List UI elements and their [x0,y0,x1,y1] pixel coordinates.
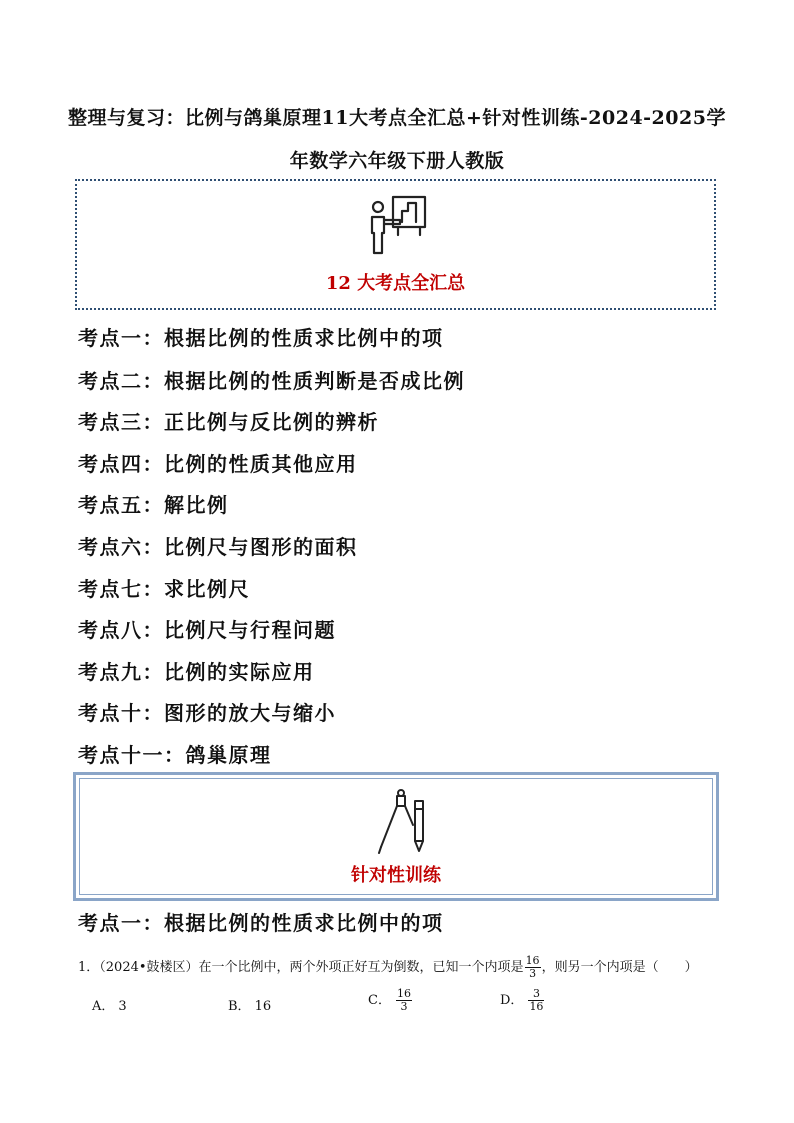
fraction-denominator: 16 [529,1000,544,1013]
document-title-line1: 整理与复习：比例与鸽巢原理11大考点全汇总+针对性训练-2024-2025学 [68,107,726,129]
training-box [73,772,719,901]
kaodian-item: 考点九：比例的实际应用 [78,660,315,684]
kaodian-item: 考点八：比例尺与行程问题 [78,618,336,642]
option-c-label: C． [368,993,391,1008]
question-number: 1． [78,960,100,975]
option-b[interactable] [228,995,271,1014]
kaodian-item: 考点十一：鸽巢原理 [78,743,272,767]
option-b-label: B． [228,999,251,1014]
question-1 [78,955,738,980]
option-b-value: 16 [254,999,272,1014]
fraction-denominator: 3 [400,1000,408,1013]
teacher-presentation-icon [368,193,430,255]
question-fraction [525,955,541,980]
option-d[interactable] [500,988,545,1013]
option-a-value: 3 [118,999,127,1014]
question-text-end: ，则另一个内项是（ ） [541,960,698,975]
summary-box-label: 12 大考点全汇总 [325,273,466,294]
question-text: 在一个比例中，两个外项正好互为倒数，已知一个内项是 [198,960,524,975]
option-d-fraction [528,988,544,1013]
kaodian-item: 考点二：根据比例的性质判断是否成比例 [78,369,465,393]
kaodian-item: 考点四：比例的性质其他应用 [78,452,358,476]
option-c-fraction [396,988,412,1013]
section-heading: 考点一：根据比例的性质求比例中的项 [78,911,444,935]
fraction-denominator: 3 [529,967,537,980]
fraction-numerator: 16 [396,987,411,1000]
question-source: （2024•鼓楼区） [99,960,199,975]
kaodian-item: 考点三：正比例与反比例的辨析 [78,410,379,434]
option-a-label: A． [92,999,115,1014]
option-d-label: D． [500,993,524,1008]
kaodian-item: 考点一：根据比例的性质求比例中的项 [78,326,444,350]
summary-box [75,179,716,310]
kaodian-item: 考点六：比例尺与图形的面积 [78,535,358,559]
kaodian-item: 考点七：求比例尺 [78,577,250,601]
fraction-numerator: 16 [525,954,540,967]
fraction-numerator: 3 [528,988,544,1001]
kaodian-item: 考点十：图形的放大与缩小 [78,701,336,725]
option-c[interactable] [368,988,413,1013]
compass-drawing-icon [377,787,431,857]
kaodian-item: 考点五：解比例 [78,493,229,517]
document-title-line2: 年数学六年级下册人教版 [289,150,505,172]
training-box-label: 针对性训练 [351,865,441,886]
option-a[interactable] [92,995,127,1014]
